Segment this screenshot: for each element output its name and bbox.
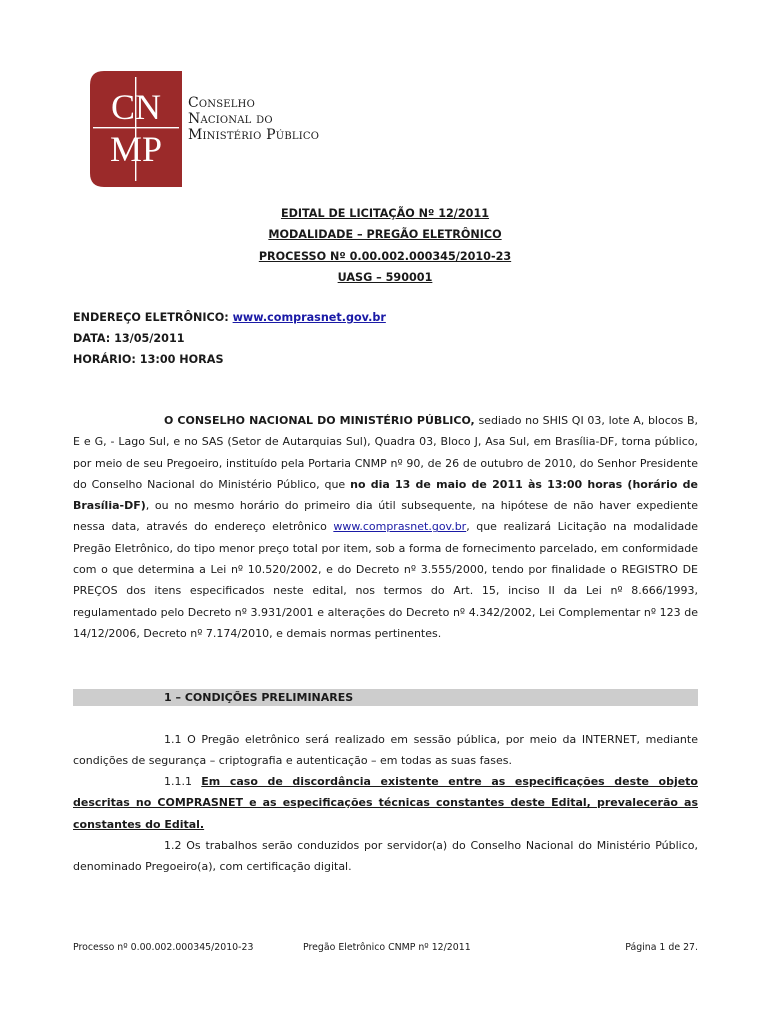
org-name: O CONSELHO NACIONAL DO MINISTÉRIO PÚBLICO,	[164, 414, 475, 427]
title-uasg: UASG – 590001	[337, 270, 433, 284]
logo-line-1: Conselho	[188, 95, 255, 111]
logo-mark-top: CN	[110, 87, 162, 127]
comprasnet-link[interactable]: www.comprasnet.gov.br	[232, 311, 386, 324]
footer-page-number: Página 1 de 27.	[625, 942, 698, 953]
intro-text-2: , ou no mesmo horário do primeiro dia útil subsequente, na hipótese de não haver expediente nessa data, através do endereço eletrônico	[73, 499, 698, 534]
clause-1-1-1-number: 1.1.1	[164, 775, 202, 788]
meta-block	[73, 307, 386, 370]
clause-1-1-1	[73, 771, 698, 835]
clause-1-2-text: 1.2 Os trabalhos serão conduzidos por servidor(a) do Conselho Nacional do Ministério Público, denominado Pregoeiro(a), com certificação digital.	[73, 839, 698, 874]
clause-1-2	[73, 835, 698, 878]
logo-line-3: Ministério Público	[188, 127, 320, 143]
logo-wordmark	[188, 95, 319, 143]
section-title: 1 – CONDIÇÕES PRELIMINARES	[164, 691, 354, 704]
time-line: HORÁRIO: 13:00 HORAS	[73, 353, 224, 366]
intro-comprasnet-link[interactable]: www.comprasnet.gov.br	[333, 520, 467, 534]
logo-line-2: Nacional do	[188, 111, 273, 127]
intro-paragraph	[73, 410, 698, 644]
footer-processo: Processo nº 0.00.002.000345/2010-23	[73, 942, 254, 953]
section-header	[73, 689, 698, 706]
clause-1-1-text: 1.1 O Pregão eletrônico será realizado em sessão pública, por meio da INTERNET, mediante condições de segurança – criptografia e autenticação – em todas as suas fases.	[73, 733, 698, 768]
address-label: ENDEREÇO ELETRÔNICO:	[73, 311, 233, 324]
footer-pregao: Pregão Eletrônico CNMP nº 12/2011	[303, 942, 471, 953]
title-processo: PROCESSO Nº 0.00.002.000345/2010-23	[258, 249, 512, 263]
cnmp-logo	[90, 71, 320, 187]
title-modalidade: MODALIDADE – PREGÃO ELETRÔNICO	[268, 228, 502, 242]
title-edital: EDITAL DE LICITAÇÃO Nº 12/2011	[280, 207, 490, 220]
cnmp-emblem-icon	[90, 71, 182, 187]
intro-bold-date: no dia 13 de maio de 2011 às 13:00 horas (horário de Brasília-DF)	[73, 477, 698, 513]
logo-mark-bottom: MP	[109, 129, 163, 169]
date-line: DATA: 13/05/2011	[73, 332, 185, 345]
clause-1-1	[73, 729, 698, 772]
intro-text-1: sediado no SHIS QI 03, lote A, blocos B, E e G, - Lago Sul, e no SAS (Setor de Autarquias Sul), Quadra 03, Bloco J, Asa Sul, em Brasília-DF, torna público, por meio de seu Pregoeiro, instituído pela Portaria CNMP nº 90, de 26 de outubro de 2010, do Senhor Presidente do Conselho Nacional do Ministério Público, que	[73, 414, 698, 491]
intro-text-3: , que realizará Licitação na modalidade Pregão Eletrônico, do tipo menor preço total por item, sob a forma de fornecimento parcelado, em conformidade com o que determina a Lei nº 10.520/2002, e do Decreto nº 3.555/2000, tendo por finalidade o REGISTRO DE PREÇOS dos itens especificados neste edital, nos termos do Art. 15, inciso II da Lei nº 8.666/1993, regulamentado pelo Decreto nº 3.931/2001 e alterações do Decreto nº 4.342/2002, Lei Complementar nº 123 de 14/12/2006, Decreto nº 7.174/2010, e demais normas pertinentes.	[73, 520, 698, 640]
edital-title-block	[0, 203, 770, 288]
clause-1-1-1-text: Em caso de discordância existente entre as especificações deste objeto descritas no COMPRASNET e as especificações técnicas constantes deste Edital, prevalecerão as constantes do Edital.	[73, 775, 698, 831]
address-line	[73, 307, 386, 328]
